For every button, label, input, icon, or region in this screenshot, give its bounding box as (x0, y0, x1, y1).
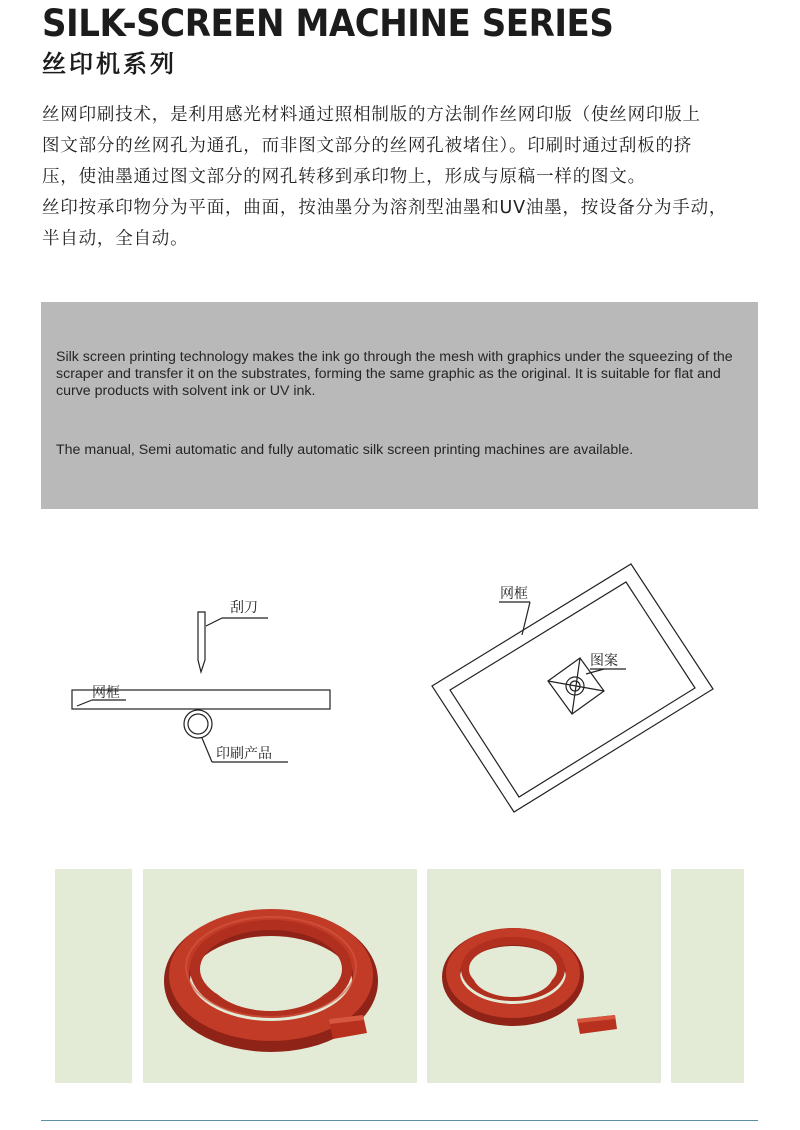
english-paragraph-1: Silk screen printing technology makes the ink go through the mesh with graphics under the squeezing of the scraper and transfer it on the substrates, forming the same graphic as the original. It is suitable for flat and curve products with solvent ink or UV ink. (56, 349, 733, 399)
squeegee-photo-large (143, 869, 417, 1083)
right-frame-label: 网框 (500, 586, 528, 602)
photo-side-left (55, 869, 132, 1083)
cn-line-1: 丝网印刷技术，是利用感光材料通过照相制版的方法制作丝网印版（使丝网印版上 (42, 105, 701, 125)
photo-side-right (671, 869, 744, 1083)
cn-line-5: 半自动，全自动。 (42, 229, 189, 249)
page-subtitle: 丝印机系列 (42, 50, 177, 78)
outer-frame (432, 564, 713, 812)
left-frame-label: 网框 (92, 685, 120, 701)
cn-line-2: 图文部分的丝网孔为通孔，而非图文部分的丝网孔被堵住）。印刷时通过刮板的挤 (42, 136, 693, 156)
chinese-description (42, 100, 772, 255)
scraper-shape (198, 612, 205, 672)
english-paragraph-2: The manual, Semi automatic and fully automatic silk screen printing machines are available. (56, 442, 634, 458)
product-label: 印刷产品 (216, 746, 272, 762)
bottom-rule (41, 1120, 758, 1121)
english-description-box (41, 302, 758, 509)
inner-frame (450, 582, 695, 797)
cn-line-3: 压，使油墨通过图文部分的网孔转移到承印物上，形成与原稿一样的图文。 (42, 167, 646, 187)
cn-line-4: 丝印按承印物分为平面，曲面，按油墨分为溶剂型油墨和UV油墨，按设备分为手动， (42, 198, 728, 218)
top-view-diagram (432, 564, 713, 812)
squeegee-photo-small (427, 869, 661, 1083)
scraper-label: 刮刀 (230, 600, 258, 616)
pattern-label: 图案 (590, 653, 618, 669)
page-title: SILK-SCREEN MACHINE SERIES (42, 2, 614, 45)
process-diagrams (0, 540, 800, 840)
